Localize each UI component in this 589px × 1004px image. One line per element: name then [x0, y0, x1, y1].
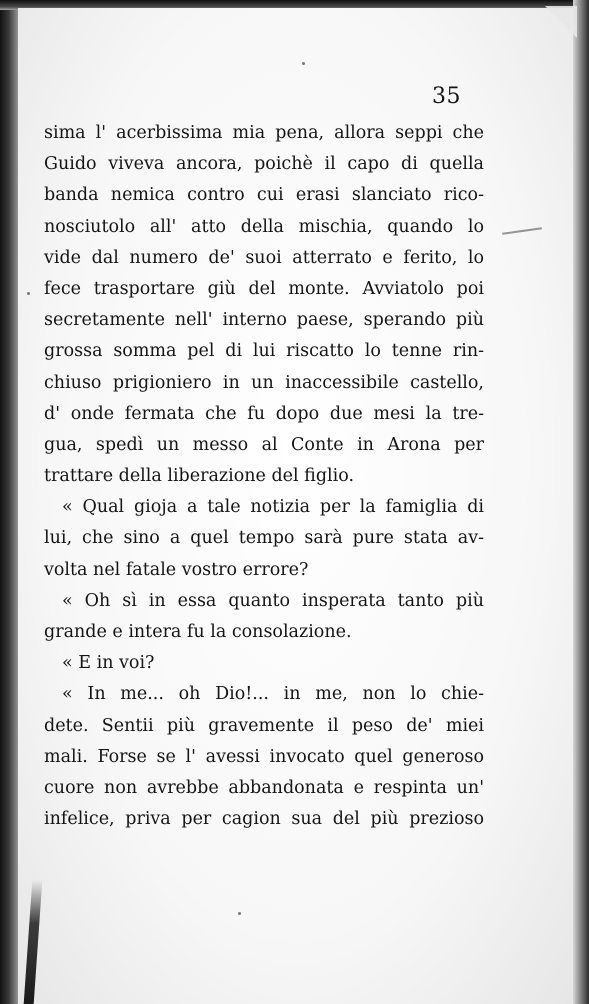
right-edge-shadow: [573, 0, 589, 1004]
ink-speck: [27, 292, 30, 295]
ink-speck: [302, 62, 305, 65]
text-line: volta nel fatale vostro errore?: [44, 559, 309, 580]
text-line: d' onde fermata che fu dopo due mesi la tre-: [44, 403, 484, 424]
text-line: vide dal numero de' suoi atterrato e ferito, lo: [44, 247, 484, 268]
text-line: secretamente nell' interno paese, sperando più: [44, 310, 484, 331]
text-line: sima l' acerbissima mia pena, allora seppi che: [44, 123, 484, 143]
text-line: banda nemica contro cui erasi slanciato rico-: [44, 185, 484, 206]
text-line: « E in voi?: [62, 653, 155, 674]
page-number: 35: [432, 84, 461, 109]
text-line: dete. Sentii più gravemente il peso de' miei: [44, 715, 484, 736]
text-line: infelice, priva per cagion sua del più prezioso: [44, 809, 484, 830]
text-line: cuore non avrebbe abbandonata e respinta un': [44, 777, 484, 798]
text-line: nosciutolo all' atto della mischia, quando lo: [44, 216, 484, 237]
text-line: grossa somma pel di lui riscatto lo tenne rin-: [44, 341, 484, 362]
corner-fold: [545, 6, 577, 38]
text-line: grande e intera fu la consolazione.: [44, 622, 352, 642]
text-line: gua, spedì un messo al Conte in Arona per: [44, 434, 484, 455]
text-line: chiuso prigioniero in un inaccessibile castello,: [44, 372, 484, 393]
text-line: fece trasportare giù del monte. Avviatolo poi: [44, 278, 484, 299]
body-text: [44, 118, 484, 835]
text-line: mali. Forse se l' avessi invocato quel generoso: [44, 746, 484, 767]
text-line: trattare della liberazione del figlio.: [44, 466, 355, 487]
text-line: « Oh sì in essa quanto insperata tanto più: [62, 590, 484, 611]
text-line: lui, che sino a quel tempo sarà pure stata av-: [44, 528, 484, 549]
ink-speck: [238, 912, 241, 915]
text-line: Guido viveva ancora, poichè il capo di quella: [44, 154, 484, 175]
text-line: « Qual gioja a tale notizia per la famiglia di: [62, 497, 484, 518]
text-line: « In me... oh Dio!... in me, non lo chie-: [62, 684, 484, 705]
